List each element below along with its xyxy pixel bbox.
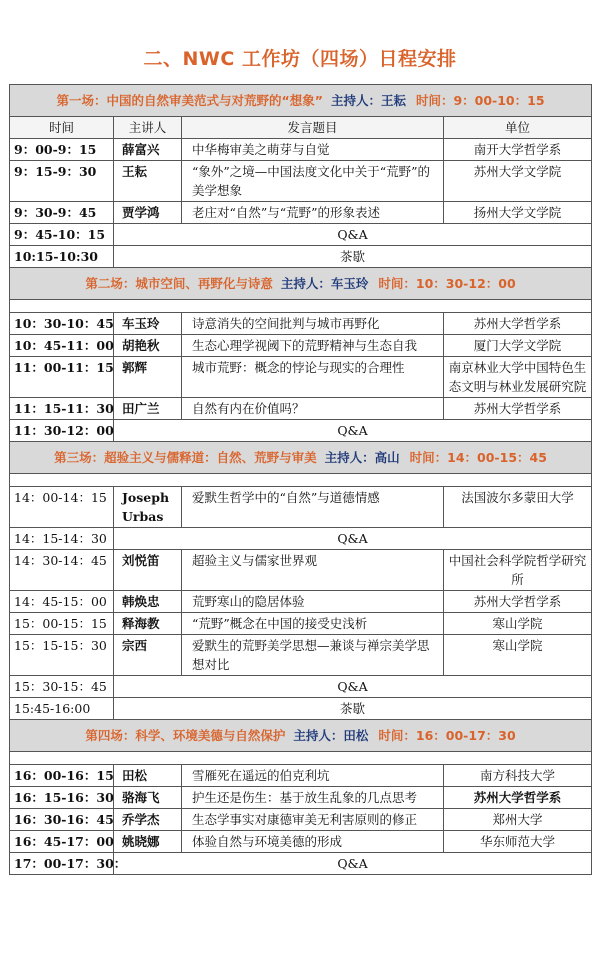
topic-cell: 自然有内在价值吗？ [182, 398, 444, 420]
speaker-cell: 薛富兴 [114, 139, 182, 161]
column-header: 发言题目 [182, 117, 444, 139]
speaker-cell: 车玉玲 [114, 313, 182, 335]
speaker-cell: 王耘 [114, 161, 182, 202]
time-cell: 11：15-11：30 [10, 398, 114, 420]
session-host: 主持人：王耘 [330, 93, 406, 108]
unit-cell: 厦门大学文学院 [444, 335, 592, 357]
topic-cell: 生态学事实对康德审美无利害原则的修正 [182, 809, 444, 831]
unit-cell: 华东师范大学 [444, 831, 592, 853]
full-span-cell: Q&A [114, 676, 592, 698]
spacer-row [10, 474, 592, 487]
page-title: 二、NWC 工作坊（四场）日程安排 [143, 48, 457, 70]
session-host: 主持人：高山 [324, 450, 400, 465]
topic-cell: “象外”之境—中国法度文化中关于“荒野”的美学想象 [182, 161, 444, 202]
table-row [10, 398, 592, 420]
topic-cell: “荒野”概念在中国的接受史浅析 [182, 613, 444, 635]
topic-cell: 雪雁死在遥远的伯克利坑 [182, 765, 444, 787]
topic-cell: 生态心理学视阈下的荒野精神与生态自我 [182, 335, 444, 357]
full-span-cell: 茶歇 [114, 698, 592, 720]
unit-cell: 扬州大学文学院 [444, 202, 592, 224]
table-row [10, 765, 592, 787]
speaker-cell: 韩焕忠 [114, 591, 182, 613]
time-cell: 9：30-9：45 [10, 202, 114, 224]
table-row [10, 246, 592, 268]
topic-cell: 诗意消失的空间批判与城市再野化 [182, 313, 444, 335]
unit-cell: 郑州大学 [444, 809, 592, 831]
table-row [10, 420, 592, 442]
time-cell: 16：00-16：15 [10, 765, 114, 787]
schedule-table [9, 84, 592, 875]
table-row [10, 224, 592, 246]
session-header [10, 442, 592, 474]
time-cell: 15：00-15：15 [10, 613, 114, 635]
time-cell: 10:15-10:30 [10, 246, 114, 268]
unit-cell: 南开大学哲学系 [444, 139, 592, 161]
session-label: 第二场：城市空间、再野化与诗意 [85, 276, 273, 291]
topic-cell: 中华梅审美之萌芽与自觉 [182, 139, 444, 161]
table-row [10, 676, 592, 698]
session-header-cell [10, 720, 592, 752]
unit-cell: 南方科技大学 [444, 765, 592, 787]
speaker-cell: 贾学鸿 [114, 202, 182, 224]
table-row [10, 809, 592, 831]
table-header-row [10, 117, 592, 139]
time-cell: 16：45-17：00 [10, 831, 114, 853]
speaker-cell: 郭辉 [114, 357, 182, 398]
full-span-cell: Q&A [114, 528, 592, 550]
unit-cell: 苏州大学文学院 [444, 161, 592, 202]
speaker-cell: 胡艳秋 [114, 335, 182, 357]
session-header-cell [10, 442, 592, 474]
table-row [10, 591, 592, 613]
unit-cell: 苏州大学哲学系 [444, 591, 592, 613]
time-cell: 9：45-10：15 [10, 224, 114, 246]
spacer-row [10, 752, 592, 765]
topic-cell: 护生还是伤生：基于放生乱象的几点思考 [182, 787, 444, 809]
unit-cell: 寒山学院 [444, 635, 592, 676]
spacer-cell [10, 752, 592, 765]
table-row [10, 161, 592, 202]
table-row [10, 635, 592, 676]
topic-cell: 荒野寒山的隐居体验 [182, 591, 444, 613]
speaker-cell: 田松 [114, 765, 182, 787]
topic-cell: 爱默生哲学中的“自然”与道德情感 [182, 487, 444, 528]
session-time: 时间：9：00-10：15 [415, 93, 545, 108]
table-row [10, 487, 592, 528]
unit-cell: 苏州大学哲学系 [444, 398, 592, 420]
table-row [10, 613, 592, 635]
time-cell: 15：30-15：45 [10, 676, 114, 698]
session-header-cell [10, 268, 592, 300]
table-row [10, 787, 592, 809]
time-cell: 14：00-14：15 [10, 487, 114, 528]
session-host: 主持人：车玉玲 [280, 276, 369, 291]
column-header: 单位 [444, 117, 592, 139]
speaker-cell: 骆海飞 [114, 787, 182, 809]
unit-cell: 法国波尔多蒙田大学 [444, 487, 592, 528]
table-row [10, 202, 592, 224]
table-row [10, 528, 592, 550]
speaker-cell: 田广兰 [114, 398, 182, 420]
time-cell: 11：00-11：15 [10, 357, 114, 398]
time-cell: 9：00-9：15 [10, 139, 114, 161]
table-row [10, 357, 592, 398]
time-cell: 15：15-15：30 [10, 635, 114, 676]
column-header: 主讲人 [114, 117, 182, 139]
time-cell: 17：00-17：30： [10, 853, 114, 875]
table-row [10, 831, 592, 853]
session-time: 时间：14：00-15：45 [409, 450, 547, 465]
time-cell: 16：15-16：30 [10, 787, 114, 809]
time-cell: 14：45-15：00 [10, 591, 114, 613]
time-cell: 15:45-16:00 [10, 698, 114, 720]
topic-cell: 老庄对“自然”与“荒野”的形象表述 [182, 202, 444, 224]
session-header [10, 268, 592, 300]
spacer-cell [10, 300, 592, 313]
speaker-cell: 宗西 [114, 635, 182, 676]
table-row [10, 313, 592, 335]
time-cell: 14：30-14：45 [10, 550, 114, 591]
unit-cell: 中国社会科学院哲学研究所 [444, 550, 592, 591]
session-time: 时间：16：00-17：30 [378, 728, 516, 743]
table-row [10, 335, 592, 357]
topic-cell: 体验自然与环境美德的形成 [182, 831, 444, 853]
session-label: 第三场：超验主义与儒释道：自然、荒野与审美 [54, 450, 317, 465]
time-cell: 10：45-11：00 [10, 335, 114, 357]
unit-cell: 苏州大学哲学系 [444, 313, 592, 335]
table-row [10, 853, 592, 875]
full-span-cell: Q&A [114, 420, 592, 442]
spacer-cell [10, 474, 592, 487]
time-cell: 9：15-9：30 [10, 161, 114, 202]
topic-cell: 超验主义与儒家世界观 [182, 550, 444, 591]
session-host: 主持人：田松 [293, 728, 369, 743]
spacer-row [10, 300, 592, 313]
table-row [10, 698, 592, 720]
topic-cell: 城市荒野：概念的悖论与现实的合理性 [182, 357, 444, 398]
full-span-cell: Q&A [114, 224, 592, 246]
unit-cell: 苏州大学哲学系 [444, 787, 592, 809]
time-cell: 10：30-10：45 [10, 313, 114, 335]
table-row [10, 139, 592, 161]
session-header-cell [10, 85, 592, 117]
session-time: 时间：10：30-12：00 [378, 276, 516, 291]
table-row [10, 550, 592, 591]
session-header [10, 85, 592, 117]
unit-cell: 寒山学院 [444, 613, 592, 635]
topic-cell: 爱默生的荒野美学思想—兼谈与禅宗美学思想对比 [182, 635, 444, 676]
speaker-cell: 释海教 [114, 613, 182, 635]
speaker-cell: Joseph Urbas [114, 487, 182, 528]
speaker-cell: 刘悦笛 [114, 550, 182, 591]
column-header: 时间 [10, 117, 114, 139]
time-cell: 16：30-16：45 [10, 809, 114, 831]
full-span-cell: Q&A [114, 853, 592, 875]
speaker-cell: 姚晓娜 [114, 831, 182, 853]
time-cell: 14：15-14：30 [10, 528, 114, 550]
session-label: 第一场：中国的自然审美范式与对荒野的“想象” [56, 93, 323, 108]
session-label: 第四场：科学、环境美德与自然保护 [85, 728, 286, 743]
unit-cell: 南京林业大学中国特色生态文明与林业发展研究院 [444, 357, 592, 398]
full-span-cell: 茶歇 [114, 246, 592, 268]
session-header [10, 720, 592, 752]
time-cell: 11：30-12：00 [10, 420, 114, 442]
speaker-cell: 乔学杰 [114, 809, 182, 831]
